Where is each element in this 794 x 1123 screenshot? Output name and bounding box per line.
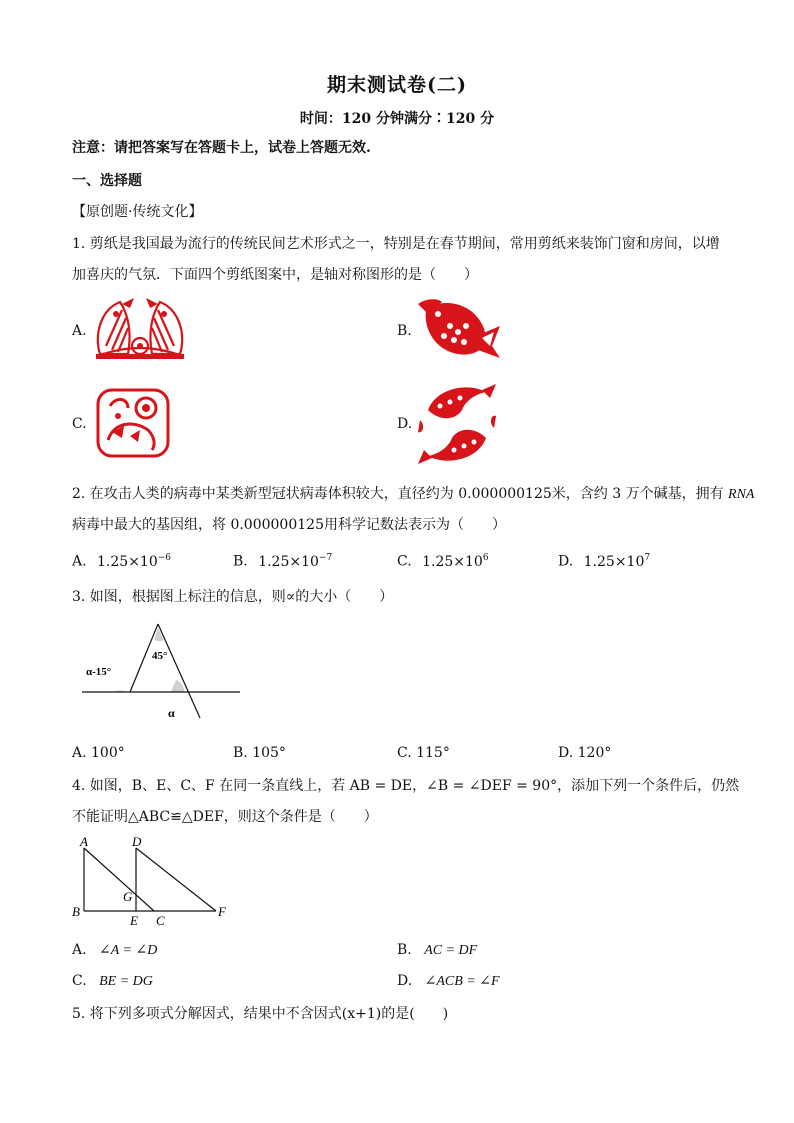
q4-label-d: D	[132, 834, 142, 849]
q4-option-d-label: D.	[397, 973, 413, 989]
q4-stem-line2: 不能证明△ABC≌△DEF，则这个条件是（ ）	[72, 809, 378, 825]
q2-option-c-exponent: 6	[482, 553, 489, 563]
q2-stem-line1	[72, 484, 755, 505]
q3-angle-mark-bottom	[171, 680, 184, 692]
q4-label-g: G	[123, 889, 133, 904]
q2-option-d-exponent: 7	[644, 553, 651, 563]
q3-stem: 3. 如图，根据图上标注的信息，则∝的大小（ ）	[72, 589, 394, 605]
section-heading: 一、选择题	[72, 173, 142, 189]
q2-option-b-label: B.	[233, 553, 248, 570]
q5-stem: 5. 将下列多项式分解因式，结果中不含因式(x+1)的是( )	[72, 1006, 449, 1022]
question-tag: 【原创题·传统文化】	[72, 204, 203, 220]
q4-stem-line1: 4. 如图，B、E、C、F 在同一条直线上，若 AB = DE，∠B = ∠DEF = 90°，添加下列一个条件后，仍然	[72, 778, 740, 794]
q2-option-c-base: 1.25×10	[422, 553, 483, 570]
q1-papercut-double-fish-image	[416, 380, 498, 468]
exam-time-info: 时间：120 分钟满分∶120 分	[299, 111, 495, 127]
q2-option-a-base: 1.25×10	[97, 553, 158, 570]
q3-option-a: A. 100°	[72, 745, 125, 761]
q3-option-c: C. 115°	[397, 745, 450, 761]
q4-side-df	[136, 848, 216, 911]
q4-triangles-figure	[66, 832, 236, 930]
q1-stem-line1: 1. 剪纸是我国最为流行的传统民间艺术形式之一，特别是在春节期间，常用剪纸来装饰门窗和房间，以增	[72, 236, 720, 252]
q4-option-b	[397, 942, 477, 959]
q2-stem-text: 2. 在攻击人类的病毒中某类新型冠状病毒体积较大，直径约为 0.000000125米，含约 3 万个碱基，拥有	[72, 486, 724, 502]
q1-option-a-label: A.	[72, 323, 87, 339]
q2-option-b	[233, 553, 332, 570]
q2-stem-line2: 病毒中最大的基因组，将 0.000000125用科学记数法表示为（ ）	[72, 517, 506, 533]
q3-option-b: B. 105°	[233, 745, 286, 761]
q2-option-d	[558, 553, 650, 570]
q2-option-a-label: A.	[72, 553, 87, 570]
q3-label-top: 45°	[152, 650, 168, 662]
q1-papercut-animal-image	[94, 386, 172, 460]
q2-option-a	[72, 553, 171, 570]
q4-side-ac	[84, 848, 154, 911]
q4-option-c	[72, 973, 153, 990]
q3-right-side	[158, 624, 200, 718]
q4-option-d-text: ∠ACB = ∠F	[424, 974, 500, 989]
q4-option-a	[72, 942, 157, 959]
q1-papercut-twin-fish-image	[92, 296, 188, 362]
q4-option-a-label: A.	[72, 942, 87, 958]
q4-label-b: B	[72, 904, 80, 919]
q4-option-b-label: B.	[397, 942, 412, 958]
q1-option-b-label: B.	[397, 323, 412, 339]
q4-option-b-text: AC = DF	[424, 943, 478, 958]
q3-triangle-figure	[80, 620, 245, 726]
q1-stem-line2: 加喜庆的气氛．下面四个剪纸图案中，是轴对称图形的是（ ）	[72, 267, 478, 283]
q3-label-bottom: α	[168, 706, 175, 720]
q4-label-e: E	[130, 913, 138, 928]
page-title: 期末测试卷(二)	[327, 74, 467, 96]
q4-option-a-text: ∠A = ∠D	[99, 943, 158, 958]
q2-option-c	[397, 553, 489, 570]
q2-option-c-label: C.	[397, 553, 412, 570]
q2-option-d-base: 1.25×10	[583, 553, 645, 570]
q2-option-b-base: 1.25×10	[258, 553, 319, 570]
q4-label-c: C	[156, 913, 165, 928]
q1-option-c-label: C.	[72, 416, 87, 432]
q2-rna-term: RNA	[728, 487, 755, 502]
q4-label-f: F	[218, 904, 226, 919]
q4-option-c-text: BE = DG	[99, 974, 153, 989]
q1-papercut-carp-image	[416, 296, 502, 360]
q2-option-d-label: D.	[558, 553, 574, 570]
q4-option-c-label: C.	[72, 973, 87, 989]
q4-label-a: A	[80, 834, 88, 849]
notice: 注意：请把答案写在答题卡上，试卷上答题无效.	[72, 140, 371, 156]
q2-option-a-exponent: −6	[157, 553, 172, 563]
q3-option-d: D. 120°	[558, 745, 612, 761]
q4-option-d	[397, 973, 500, 990]
q2-option-b-exponent: −7	[318, 553, 333, 563]
q1-option-d-label: D.	[397, 416, 413, 432]
q3-label-left: α-15°	[86, 666, 112, 678]
